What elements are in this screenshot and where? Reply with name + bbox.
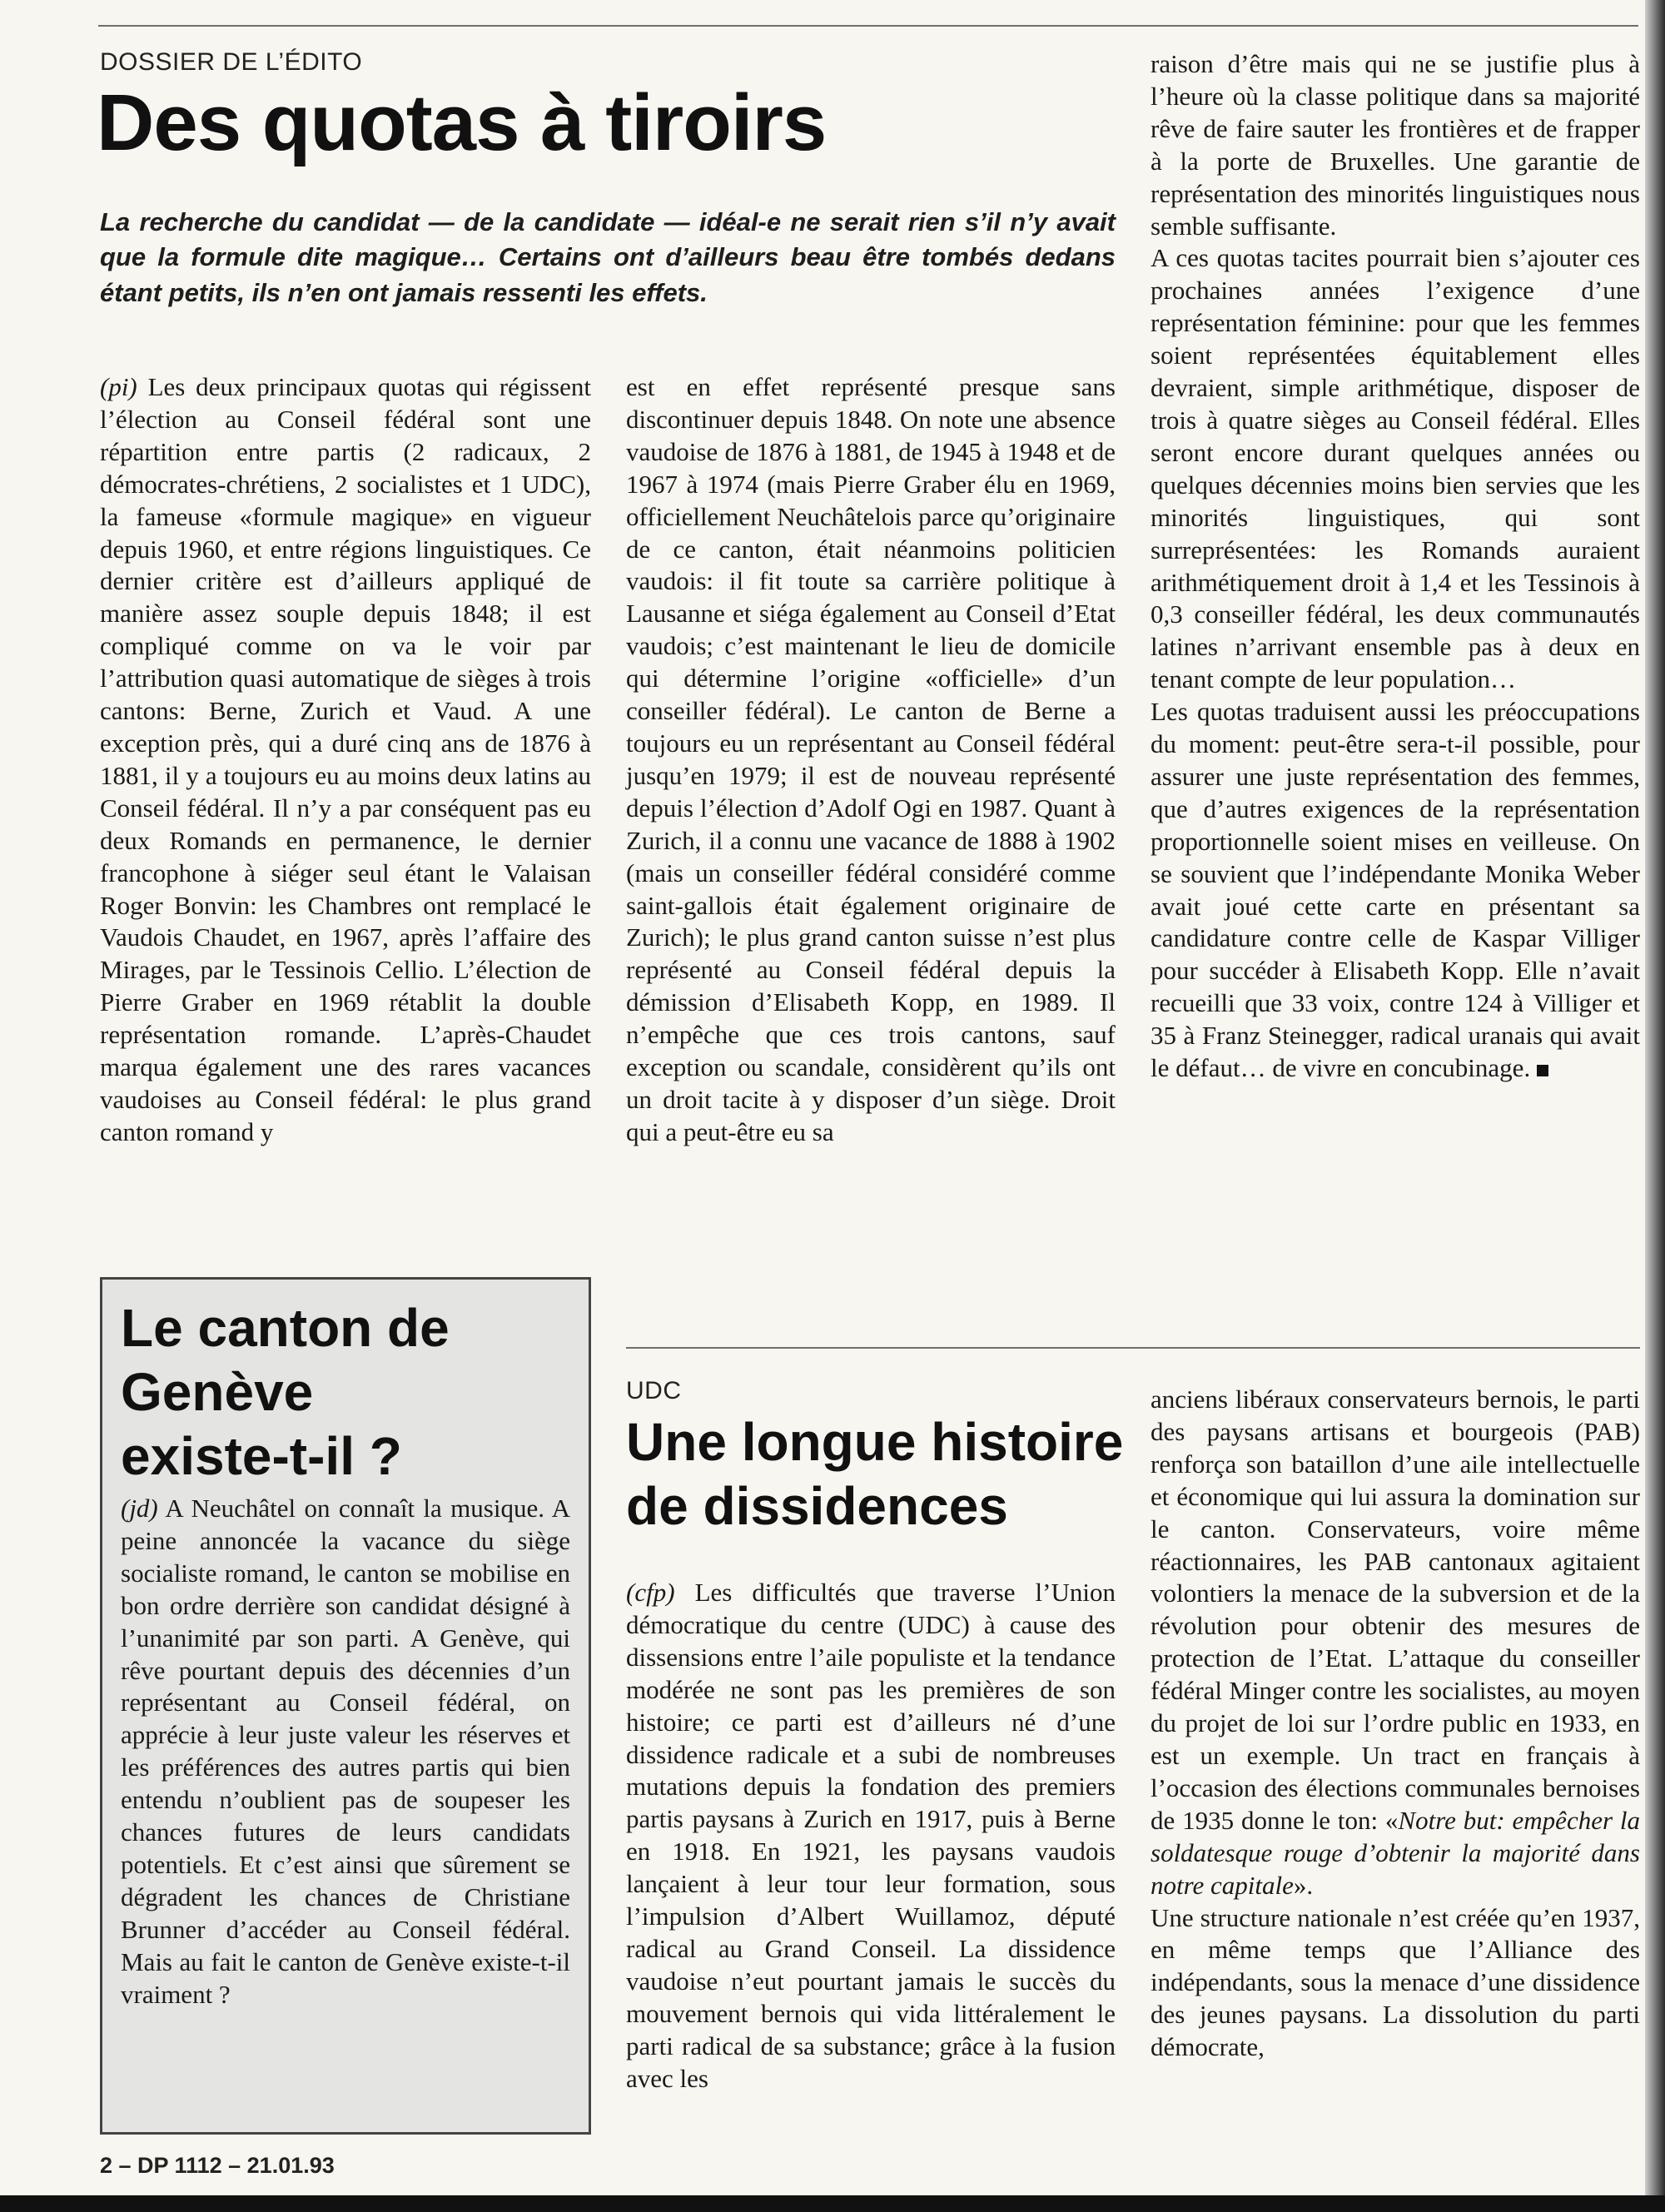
end-mark-icon bbox=[1537, 1065, 1548, 1076]
byline: (pi) bbox=[100, 372, 137, 401]
box-body bbox=[121, 1493, 570, 2011]
title-line: de dissidences bbox=[626, 1476, 1008, 1536]
paragraph-text: anciens libéraux conservateurs bernois, le parti des paysans artisans et bourgeois (PAB) renforça son bataillon d’une aile intellectuelle et économique qui lui assura la domination sur le canton. Conservateurs, voire même réactionnaires, les PAB cantonaux agitaient volontiers la menace de la subversion et de la révolution pour obtenir des mesures de protection de l’Etat. L’attaque du conseiller fédéral Minger contre les socialistes, au moyen du projet de loi sur l’ordre public en 1933, en est un exemple. Un tract en français à l’occasion des élections communales bernoises de 1935 donne le ton: « bbox=[1151, 1384, 1640, 1835]
paragraph: Une structure nationale n’est créée qu’en 1937, en même temps que l’Alliance des indépendants, sous la menace d’une dissidence des jeunes paysans. La dissolution du parti démocrate, bbox=[1151, 1902, 1640, 2062]
scan-bottom-edge bbox=[0, 2195, 1665, 2212]
article-kicker: DOSSIER DE L’ÉDITO bbox=[100, 48, 363, 76]
sidebar-box bbox=[100, 1277, 591, 2135]
column-text: Les deux principaux quotas qui régissent l’élection au Conseil fédéral sont une répartition entre partis (2 radicaux, 2 démocrates-chrétiens, 2 socialistes et 1 UDC), la fameuse «formule magique» en vigueur depuis 1960, et entre régions linguistiques. Ce dernier critère est d’ailleurs appliqué de manière assez souple depuis 1848; il est compliqué comme on va le voir par l’attribution quasi automatique de sièges à trois cantons: Berne, Zurich et Vaud. A une exception près, qui a duré cinq ans de 1876 à 1881, il y a toujours eu au moins deux latins au Conseil fédéral. Il n’y a par conséquent pas eu deux Romands en permanence, le dernier francophone à siéger seul étant le Valaisan Roger Bonvin: les Chambres ont remplacé le Vaudois Chaudet, en 1967, après l’affaire des Mirages, par le Tessinois Cellio. L’élection de Pierre Graber en 1969 rétablit la double représentation romande. L’après-Chaudet marqua également une des rares vacances vaudoises au Conseil fédéral: le plus grand canton romand y bbox=[100, 372, 591, 1146]
article-column-2 bbox=[1151, 1384, 1640, 2064]
byline: (cfp) bbox=[626, 1578, 675, 1607]
page-footer: 2 – DP 1112 – 21.01.93 bbox=[100, 2153, 335, 2178]
column-text: Les difficultés que traverse l’Union démocratique du centre (UDC) à cause des dissensions entre l’aile populiste et la tendance modérée ne sont pas les premières de son histoire; ce parti est d’ailleurs né d’une dissidence radicale et a subi de nombreuses mutations depuis la fondation des premiers partis paysans à Zurich en 1917, puis à Berne en 1918. En 1921, les paysans vaudois lançaient à leur tour leur formation, sous l’impulsion d’Albert Wuillamoz, député radical au Grand Conseil. La dissidence vaudoise n’eut pourtant jamais le succès du mouvement bernois qui vida littéralement le parti radical de sa substance; grâce à la fusion avec les bbox=[626, 1578, 1116, 2093]
paragraph bbox=[1151, 1384, 1640, 1902]
box-title-line: Genève bbox=[121, 1362, 314, 1422]
article-column-3 bbox=[1151, 48, 1640, 1085]
box-title bbox=[121, 1296, 450, 1489]
column-text: est en effet représenté presque sans discontinuer depuis 1848. On note une absence vaudoise de 1876 à 1881, de 1945 à 1948 et de 1967 à 1974 (mais Pierre Graber élu en 1969, officiellement Neuchâtelois parce qu’originaire de ce canton, était néanmoins politicien vaudois: il fit toute sa carrière politique à Lausanne et siéga également au Conseil d’Etat vaudois; c’est maintenant le lieu de domicile qui détermine l’origine «officielle» d’un conseiller fédéral). Le canton de Berne a toujours eu un représentant au Conseil fédéral jusqu’en 1979; il est de nouveau représenté depuis l’élection d’Adolf Ogi en 1987. Quant à Zurich, il a connu une vacance de 1888 à 1902 (mais un conseiller fédéral considéré comme saint-gallois était également originaire de Zurich); le plus grand canton suisse n’est plus représenté au Conseil fédéral depuis la démission d’Elisabeth Kopp, en 1989. Il n’empêche que ces trois cantons, sauf exception ou scandale, considèrent qu’ils ont un droit tacite à y disposer d’un siège. Droit qui a peut-être eu sa bbox=[626, 372, 1116, 1146]
byline: (jd) bbox=[121, 1494, 158, 1523]
title-line: Une longue histoire bbox=[626, 1412, 1124, 1472]
paragraph-text: Les quotas traduisent aussi les préoccupations du moment: peut-être sera-t-il possible, pour assurer une juste représentation des femmes, que d’autres exigences de la représentation proportionnelle soient mises en veilleuse. On se souvient que l’indépendante Monika Weber avait joué cette carte en présentant sa candidature contre celle de Kaspar Villiger pour succéder à Elisabeth Kopp. Elle n’avait recueilli que 33 voix, contre 124 à Villiger et 35 à Franz Steinegger, radical uranais qui avait le défaut… de vivre en concubinage. bbox=[1151, 697, 1640, 1083]
paragraph: raison d’être mais qui ne se justifie plus à l’heure où la classe politique dans sa majorité rêve de faire sauter les frontières et de frapper à la porte de Bruxelles. Une garantie de représentation des minorités linguistiques nous semble suffisante. bbox=[1151, 49, 1640, 241]
box-title-line: existe-t-il ? bbox=[121, 1426, 402, 1486]
article-title: Des quotas à tiroirs bbox=[97, 78, 827, 167]
top-rule bbox=[98, 25, 1638, 27]
section-rule bbox=[626, 1347, 1640, 1349]
paragraph: A ces quotas tacites pourrait bien s’ajouter ces prochaines années l’exigence d’une représentation féminine: pour que les femmes soient représentées équitablement elles devraient, simple arithmétique, disposer de trois à quatre sièges au Conseil fédéral. Elles seront encore durant quelques années ou quelques décennies moins bien servies que les minorités linguistiques, qui sont surreprésentées: les Romands auraient arithmétiquement droit à 1,4 et les Tessinois à 0,3 conseiller fédéral, les deux communautés latines n’arrivant ensemble pas à deux en tenant compte de leur population… bbox=[1151, 243, 1640, 694]
box-text: A Neuchâtel on connaît la musique. A peine annoncée la vacance du siège socialiste romand, le canton se mobilise en bon ordre derrière son candidat désigné à l’unanimité par son parti. A Genève, qui rêve pourtant depuis des décennies d’un représentant au Conseil fédéral, on apprécie à leur juste valeur les réserves et les préférences des autres partis qui bien entendu n’oublient pas de soupeser les chances futures de leurs candidats potentiels. Et c’est ainsi que sûrement se dégradent les chances de Christiane Brunner d’accéder au Conseil fédéral. Mais au fait le canton de Genève existe-t-il vraiment ? bbox=[121, 1494, 570, 2009]
quote: Notre but: empêcher la soldatesque rouge d’obtenir la majorité dans notre capitale bbox=[1151, 1805, 1640, 1900]
article-lede: La recherche du candidat — de la candidate — idéal-e ne serait rien s’il n’y avait que la formule dite magique… Certains ont d’ailleurs beau être tombés dedans étant petits, ils n’en ont jamais ressenti les effets. bbox=[100, 207, 1116, 307]
article-title bbox=[626, 1410, 1123, 1538]
paragraph-text: ». bbox=[1293, 1870, 1314, 1900]
scan-edge bbox=[1645, 0, 1665, 2212]
paragraph bbox=[1151, 696, 1640, 1085]
article-column-1 bbox=[626, 1577, 1116, 2095]
box-title-line: Le canton de bbox=[121, 1298, 450, 1358]
article-column-2 bbox=[626, 371, 1116, 1149]
article-column-1 bbox=[100, 371, 591, 1149]
article-kicker: UDC bbox=[626, 1377, 682, 1404]
